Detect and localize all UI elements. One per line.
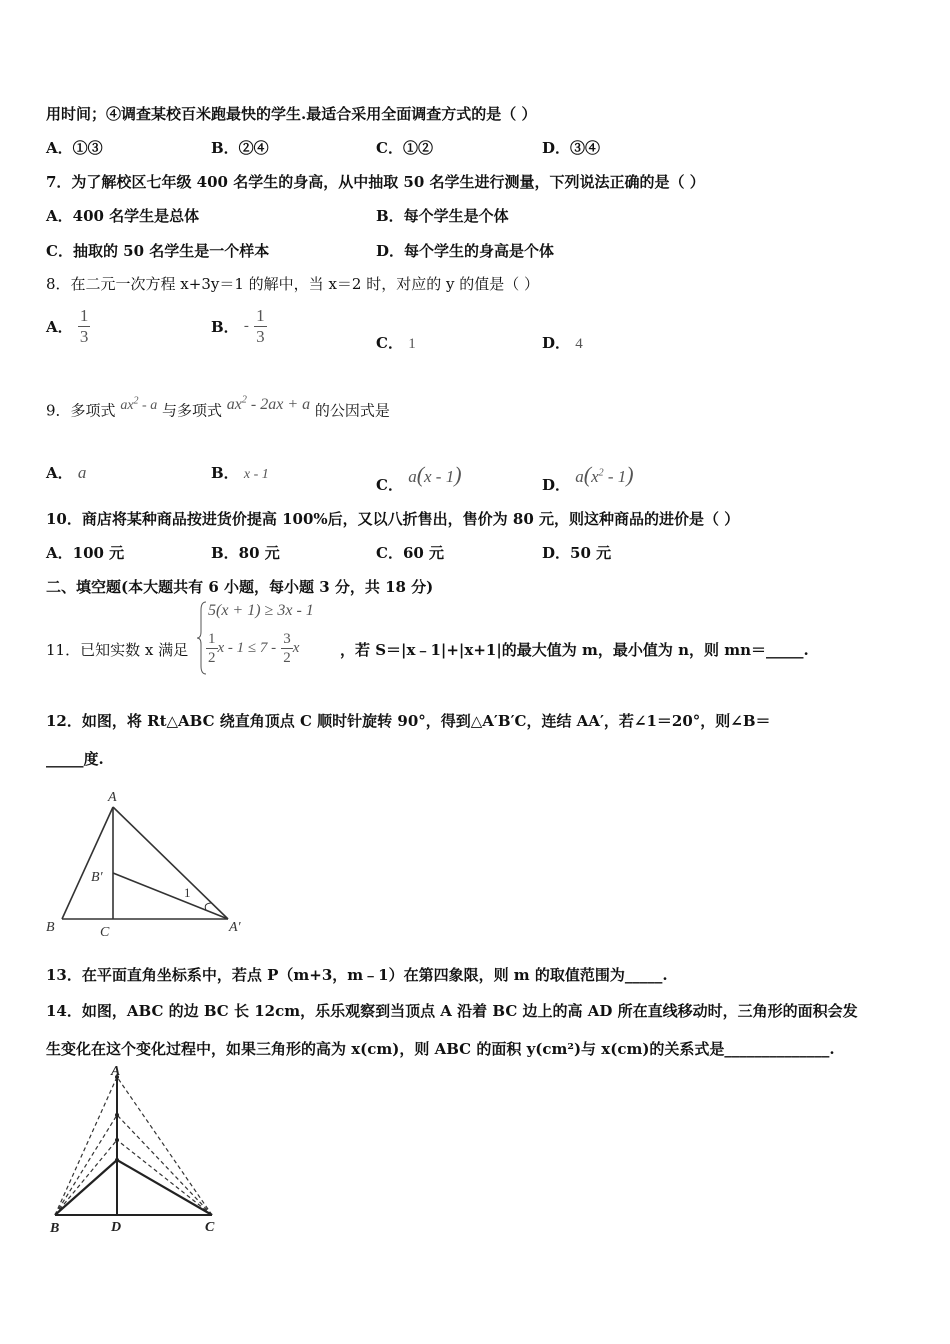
q11-ineq1: 5(x + 1) ≥ 3x - 1 [208,602,314,619]
q14-dash-ca2 [117,1115,212,1215]
q6-stem-tail: 用时间；④调查某校百米跑最快的学生.最适合采用全面调查方式的是（ ） [46,105,537,123]
q9-option-b [211,462,269,483]
q8-option-c [376,332,416,353]
q10-option-c: C．60 元 [376,544,445,562]
q8-a-fraction [78,306,91,347]
q14-edge-ba [55,1160,117,1215]
q7-stem: 7．为了解校区七年级 400 名学生的身高，从中抽取 50 名学生进行测量，下列说法正确的是（ ） [46,173,705,191]
q10-option-d: D．50 元 [542,544,612,562]
q9-label-d: D． [542,476,571,494]
q14-point-a3 [115,1138,119,1142]
section2-title: 二、填空题(本大题共有 6 小题，每小题 3 分，共 18 分) [46,578,434,596]
q8-label-b: B． [211,318,239,336]
q12-stem2: _____度. [46,750,104,768]
q9-option-a [46,462,86,483]
q9-stem [46,395,390,420]
q8-b-num: 1 [256,306,265,325]
q8-b-fraction [254,306,267,347]
q11-prefix: 11．已知实数 x 满足 [46,641,189,659]
q12-angle-arc [205,903,212,910]
q14-dash-ba1 [55,1077,117,1215]
q8-option-b [211,306,267,347]
q11-ineq2: $\frac{1}{2}$ x - 1 ≤ 7 - $\frac{3}{2}$ x [208,631,300,666]
q9-label-a: A． [46,464,73,482]
q8-c-val: 1 [408,336,416,352]
q14-stem2: 生变化在这个变化过程中，如果三角形的高为 x(cm)，则 ABC 的面积 y(cm²)与 x(cm)的关系式是______________. [46,1040,835,1058]
q12-figure [40,785,260,940]
q12-label-a: A [108,790,117,805]
q9-d-val: $a(x^2 - 1)$ [575,462,634,487]
q9-option-d [542,462,634,495]
q10-option-a: A．100 元 [46,544,125,562]
q8-label-a: A． [46,318,73,336]
q14-point-a4 [115,1158,119,1162]
q14-stem: 14．如图，ABC 的边 BC 长 12cm，乐乐观察到当顶点 A 沿着 BC 边上的高 AD 所在直线移动时，三角形的面积会发 [46,1002,858,1020]
q14-dash-ba3 [55,1140,117,1215]
q14-dash-ca1 [117,1077,212,1215]
q6-option-b: B．②④ [211,139,269,157]
q14-point-a2 [115,1113,119,1117]
q12-label-c: C [100,925,110,940]
q14-dash-ba2 [55,1115,117,1215]
q12-label-bp: B′ [91,870,103,885]
q12-edge-ab [62,807,113,919]
q9-prefix: 9．多项式 [46,401,116,420]
q9-option-c [376,462,462,495]
q12-stem: 12．如图，将 Rt△ABC 绕直角顶点 C 顺时针旋转 90°，得到△A′B′C，连结 AA′，若∠1＝20°，则∠B＝ [46,712,771,730]
q12-label-angle: 1 [184,885,191,900]
q10-stem: 10．商店将某种商品按进货价提高 100%后，又以八折售出，售价为 80 元，则这种商品的进价是（ ） [46,510,740,528]
q8-label-d: D． [542,334,571,352]
q14-figure [40,1065,240,1240]
q8-stem: 8．在二元一次方程 x+3y＝1 的解中，当 x＝2 时，对应的 y 的值是（ ） [46,275,539,293]
q10-option-b: B．80 元 [211,544,280,562]
q9-expr1: $ax^2$ - a [120,395,158,414]
q9-b-val: x - 1 [243,467,269,482]
q9-expr2: $ax^2 - 2ax + a$ [226,395,311,414]
q9-middle: 与多项式 [162,401,223,420]
q9-suffix: 的公因式是 [314,401,390,420]
q11-suffix: ，若 S＝|x﹣1|+|x+1|的最大值为 m，最小值为 n，则 mn＝_____. [340,641,809,659]
q7-option-b: B．每个学生是个体 [376,207,509,225]
q7-option-a: A．400 名学生是总体 [46,207,200,225]
q7-option-d: D．每个学生的身高是个体 [376,242,555,260]
q12-label-ap: A′ [229,920,241,935]
q8-d-val: 4 [575,336,583,352]
q9-label-b: B． [211,464,239,482]
q14-label-b: B [50,1221,60,1236]
q13-stem: 13．在平面直角坐标系中，若点 P（m+3，m﹣1）在第四象限，则 m 的取值范围为_____. [46,966,668,984]
q8-option-d [542,332,583,353]
q14-edge-ca [117,1160,212,1215]
q14-label-a: A [111,1065,121,1079]
q7-option-c: C．抽取的 50 名学生是一个样本 [46,242,270,260]
q8-a-den: 3 [79,327,89,346]
q8-option-a [46,306,90,347]
q9-c-val: a(x - 1) [408,462,462,487]
q14-dash-ca3 [117,1140,212,1215]
q6-option-a: A．①③ [46,139,103,157]
q8-b-sign: - [243,318,249,334]
q14-label-d: D [111,1220,122,1235]
q6-option-c: C．①② [376,139,433,157]
q6-option-d: D．③④ [542,139,601,157]
q12-edge-aap [113,807,228,919]
q8-a-num: 1 [79,306,89,325]
q14-label-c: C [205,1220,215,1235]
q11-system [196,600,336,676]
q8-label-c: C． [376,334,403,352]
q8-b-den: 3 [256,327,265,346]
q12-edge-bpap [113,873,228,919]
q9-label-c: C． [376,476,403,494]
q9-a-val: a [77,463,87,482]
q12-label-b: B [46,920,55,935]
